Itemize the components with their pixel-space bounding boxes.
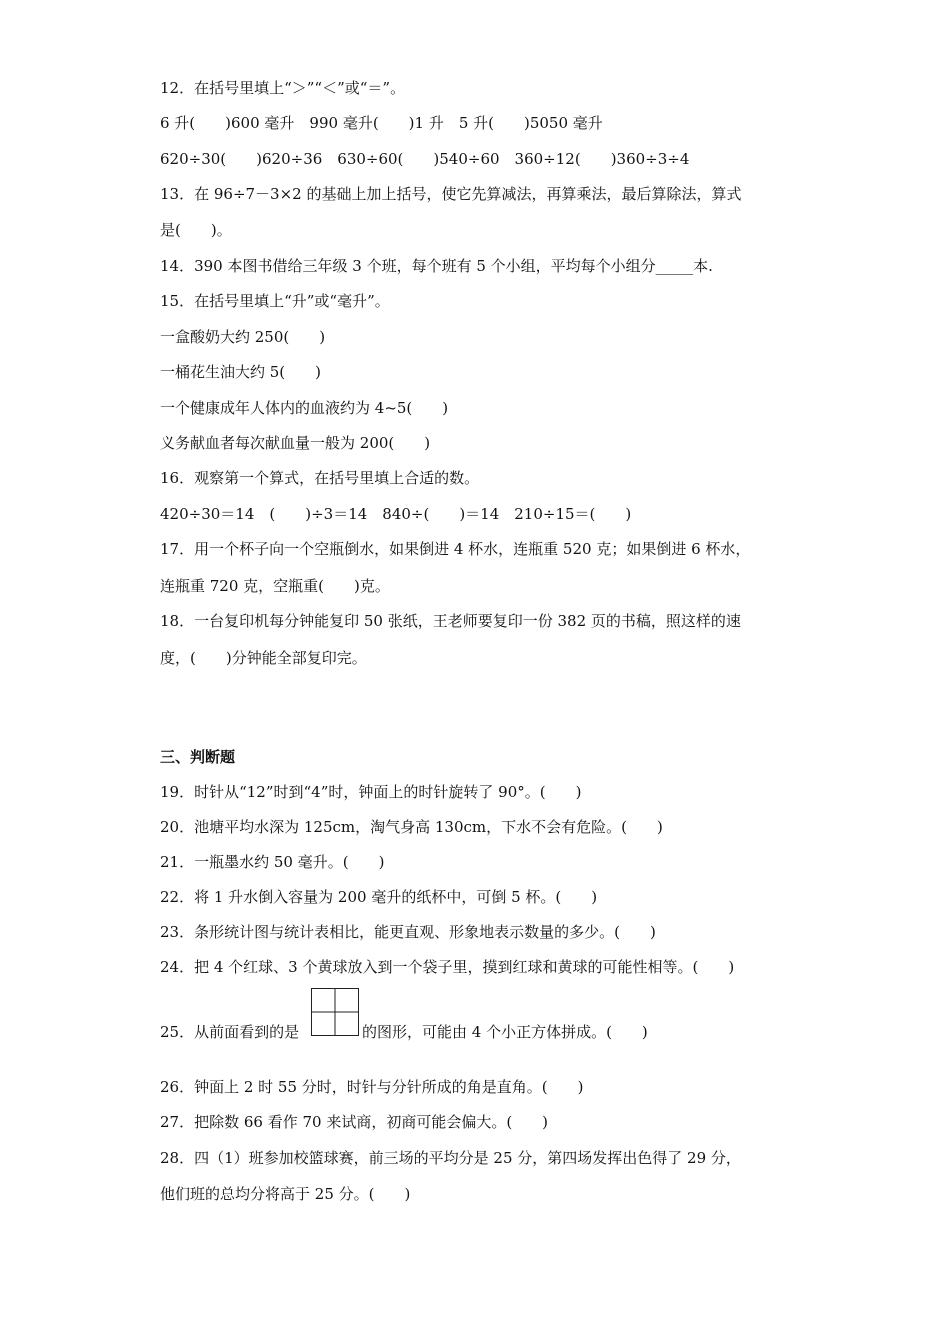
grid-2x2-icon (311, 988, 359, 1036)
q12-row1: 6 升( )600 毫升 990 毫升( )1 升 5 升( )5050 毫升 (160, 114, 603, 132)
q12-text: 12．在括号里填上“＞”“＜”或“＝”。 (160, 79, 406, 97)
q18-text: 18．一台复印机每分钟能复印 50 张纸，王老师要复印一份 382 页的书稿，照这样的速 (160, 612, 741, 630)
q15-item2: 一桶花生油大约 5( ) (160, 363, 322, 381)
q28-text-cont: 他们班的总均分将高于 25 分。( ) (160, 1185, 411, 1203)
q22-text: 22．将 1 升水倒入容量为 200 毫升的纸杯中，可倒 5 杯。( ) (160, 888, 598, 906)
q26-text: 26．钟面上 2 时 55 分时，时针与分针所成的角是直角。( ) (160, 1078, 584, 1096)
q25-text-before: 25．从前面看到的是 (160, 1023, 300, 1041)
q12-row2: 620÷30( )620÷36 630÷60( )540÷60 360÷12( )360÷3÷4 (160, 150, 690, 168)
q18-text-cont: 度，( )分钟能全部复印完。 (160, 649, 367, 667)
q23-text: 23．条形统计图与统计表相比，能更直观、形象地表示数量的多少。( ) (160, 923, 656, 941)
q16-text: 16．观察第一个算式，在括号里填上合适的数。 (160, 469, 480, 487)
q19-text: 19．时针从“12”时到“4”时，钟面上的时针旋转了 90°。( ) (160, 783, 582, 801)
q27-text: 27．把除数 66 看作 70 来试商，初商可能会偏大。( ) (160, 1113, 549, 1131)
section-heading: 三、判断题 (160, 748, 236, 766)
q24-text: 24．把 4 个红球、3 个黄球放入到一个袋子里，摸到红球和黄球的可能性相等。( ) (160, 958, 735, 976)
q13-text-cont: 是( )。 (160, 221, 232, 239)
q16-row: 420÷30＝14 ( )÷3＝14 840÷( )＝14 210÷15＝( ) (160, 505, 632, 523)
q14-text: 14．390 本图书借给三年级 3 个班，每个班有 5 个小组，平均每个小组分_____本. (160, 257, 713, 275)
q28-text: 28．四（1）班参加校篮球赛，前三场的平均分是 25 分，第四场发挥出色得了 29 分， (160, 1149, 741, 1167)
q17-text-cont: 连瓶重 720 克，空瓶重( )克。 (160, 577, 390, 595)
q13-text: 13．在 96÷7－3×2 的基础上加上括号，使它先算减法，再算乘法，最后算除法，算式 (160, 185, 742, 203)
q25-text-after: 的图形，可能由 4 个小正方体拼成。( ) (362, 1023, 648, 1041)
q21-text: 21．一瓶墨水约 50 毫升。( ) (160, 853, 385, 871)
q15-item1: 一盒酸奶大约 250( ) (160, 328, 326, 346)
q17-text: 17．用一个杯子向一个空瓶倒水，如果倒进 4 杯水，连瓶重 520 克；如果倒进 6 杯水， (160, 540, 751, 558)
q15-item4: 义务献血者每次献血量一般为 200( ) (160, 434, 431, 452)
q15-text: 15．在括号里填上“升”或“毫升”。 (160, 292, 390, 310)
q15-item3: 一个健康成年人体内的血液约为 4~5( ) (160, 399, 449, 417)
q20-text: 20．池塘平均水深为 125cm，淘气身高 130cm，下水不会有危险。( ) (160, 818, 663, 836)
